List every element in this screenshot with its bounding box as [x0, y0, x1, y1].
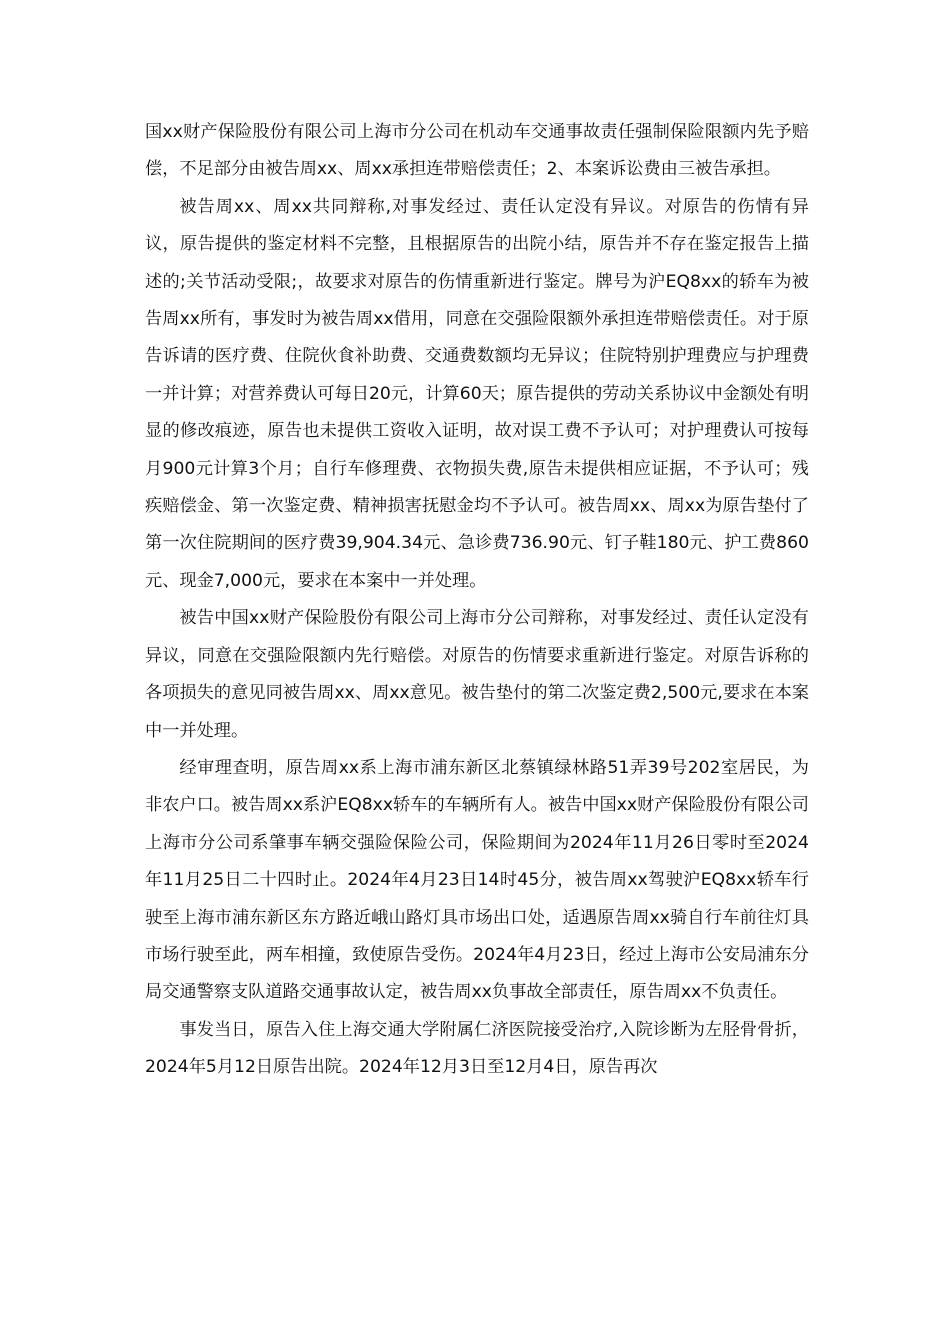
paragraph-continued-claims: 国xx财产保险股份有限公司上海市分公司在机动车交通事故责任强制保险限额内先予赔偿，不足部分由被告周xx、周xx承担连带赔偿责任；2、本案诉讼费由三被告承担。: [145, 122, 809, 180]
paragraph-court-findings: 经审理查明，原告周xx系上海市浦东新区北蔡镇绿林路51弄39号202室居民，为非农户口。被告周xx系沪EQ8xx轿车的车辆所有人。被告中国xx财产保险股份有限公司上海市分公司系肇事车辆交强险保险公司，保险期间为2024年11月26日零时至2024年11月25日二十四时止。2024年4月23日14时45分，被告周xx驾驶沪EQ8xx轿车行驶至上海市浦东新区东方路近峨山路灯具市场出口处，适遇原告周xx骑自行车前往灯具市场行驶至此，两车相撞，致使原告受伤。2024年4月23日，经过上海市公安局浦东分局交通警察支队道路交通事故认定，被告周xx负事故全部责任，原告周xx不负责任。: [145, 757, 809, 1003]
paragraph-insurer-defense: 被告中国xx财产保险股份有限公司上海市分公司辩称，对事发经过、责任认定没有异议，同意在交强险限额内先行赔偿。对原告的伤情要求重新进行鉴定。对原告诉称的各项损失的意见同被告周xx、周xx意见。被告垫付的第二次鉴定费2,500元,要求在本案中一并处理。: [145, 608, 809, 741]
paragraph-treatment-history: 事发当日，原告入住上海交通大学附属仁济医院接受治疗,入院诊断为左胫骨骨折，2024年5月12日原告出院。2024年12月3日至12月4日，原告再次: [145, 1019, 809, 1078]
paragraph-defendants-zhou-defense: 被告周xx、周xx共同辩称,对事发经过、责任认定没有异议。对原告的伤情有异议，原告提供的鉴定材料不完整，且根据原告的出院小结，原告并不存在鉴定报告上描述的;关节活动受限;，故要求对原告的伤情重新进行鉴定。牌号为沪EQ8xx的轿车为被告周xx所有，事发时为被告周xx借用，同意在交强险限额外承担连带赔偿责任。对于原告诉请的医疗费、住院伙食补助费、交通费数额均无异议；住院特别护理费应与护理费一并计算；对营养费认可每日20元，计算60天；原告提供的劳动关系协议中金额处有明显的修改痕迹，原告也未提供工资收入证明，故对误工费不予认可；对护理费认可按每月900元计算3个月；自行车修理费、衣物损失费,原告未提供相应证据，不予认可；残疾赔偿金、第一次鉴定费、精神损害抚慰金均不予认可。被告周xx、周xx为原告垫付了第一次住院期间的医疗费39,904.34元、急诊费736.90元、钉子鞋180元、护工费860元、现金7,000元，要求在本案中一并处理。: [145, 196, 809, 591]
document-body: [145, 114, 809, 1087]
